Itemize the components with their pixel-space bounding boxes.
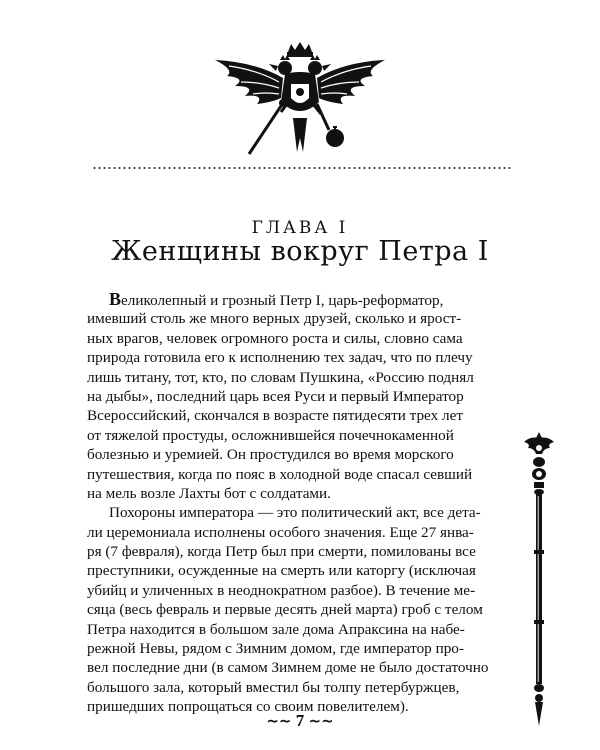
paragraph-line: вел последние дни (в самом Зимнем доме не было достаточно	[87, 659, 489, 677]
drop-cap: В	[109, 289, 122, 309]
paragraph-line: убийц и уличенных в неоднократном разбое). В течение ме-	[87, 581, 476, 599]
paragraph-line: Всероссийский, скончался в возрасте пятидесяти трех лет	[87, 407, 463, 425]
paragraph-2-line-1: Похороны императора — это политический акт, все дета-	[109, 504, 481, 522]
paragraph-line: природа готовила его к исполнению тех задач, что по плечу	[87, 349, 473, 367]
paragraph-line: сяца (весь февраль и первые десять дней марта) гроб с телом	[87, 601, 483, 619]
paragraph-line: болезнью и уремией. Он простудился во время морского	[87, 446, 454, 464]
paragraph-line: пришедших попрощаться со своим повелителем).	[87, 698, 409, 716]
footer-ornament-left: ~~	[266, 712, 292, 730]
paragraph-line: ря (7 февраля), когда Петр был при смерти, помилованы все	[87, 543, 476, 561]
paragraph-line: путешествия, когда по пояс в холодной воде спасал севший	[87, 465, 473, 483]
dotted-divider	[92, 166, 512, 170]
scepter-ornament-icon	[522, 430, 556, 730]
page-number-footer	[0, 711, 600, 731]
paragraph-1-line-1: Великолепный и грозный Петр I, царь-реформатор,	[109, 289, 444, 309]
paragraph-line: Петра находится в большом зале дома Апраксина на набе-	[87, 620, 465, 638]
paragraph-line: режной Невы, рядом с Зимним домом, где император про-	[87, 640, 464, 658]
paragraph-line: большого зала, который вместил бы толпу петербуржцев,	[87, 678, 460, 696]
paragraph-line: ных врагов, человек огромного роста и силы, словно сама	[87, 329, 463, 347]
footer-ornament-right: ~~	[308, 712, 334, 730]
paragraph-line: лишь титану, тот, кто, по словам Пушкина, «Россию поднял	[87, 368, 474, 386]
chapter-title: Женщины вокруг Петра I	[111, 236, 489, 267]
paragraph-line: на мель возле Лахты бот с солдатами.	[87, 484, 331, 502]
paragraph-line: преступники, осужденные на смерть или каторгу (исключая	[87, 562, 476, 580]
paragraph-line: от тяжелой простуды, осложнившейся почечнокаменной	[87, 426, 454, 444]
double-headed-eagle-emblem-icon	[205, 42, 395, 160]
chapter-label: ГЛАВА I	[251, 218, 349, 238]
paragraph-line: на дыбы», последний царь всея Руси и первый Император	[87, 387, 464, 405]
page-number: 7	[295, 711, 305, 730]
paragraph-line: имевший столь же много верных друзей, сколько и ярост-	[87, 310, 462, 328]
paragraph-line: ли церемониала исполнены особого значения. Еще 27 янва-	[87, 523, 474, 541]
body-text	[87, 290, 512, 717]
